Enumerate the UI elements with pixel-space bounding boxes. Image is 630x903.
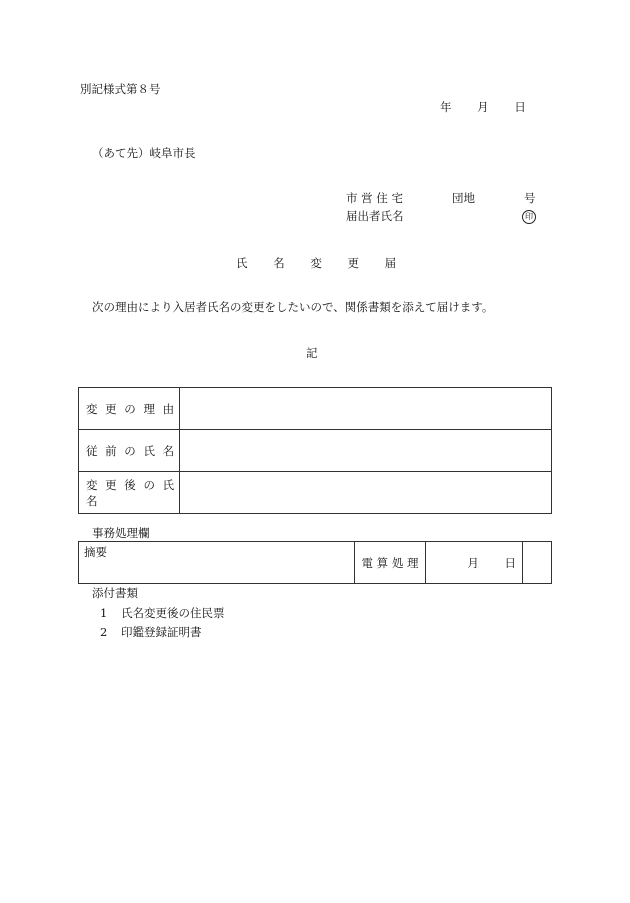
new-name-label: 変 更 後 の 氏 名	[79, 472, 180, 514]
title-char: 更	[347, 256, 359, 270]
title-char: 変	[310, 256, 322, 270]
date-line	[440, 100, 526, 114]
new-name-value[interactable]	[180, 472, 552, 514]
date-year: 年	[440, 100, 452, 114]
seal-icon: 印	[522, 210, 536, 224]
reason-value[interactable]	[180, 388, 552, 430]
office-day: 日	[504, 555, 516, 570]
addressee: （あて先）岐阜市長	[92, 146, 196, 160]
attachment-text: 印鑑登録証明書	[120, 625, 202, 639]
title-char: 氏	[236, 256, 248, 270]
date-day: 日	[514, 100, 526, 114]
office-month: 月	[467, 555, 479, 570]
danchi-label: 団地	[452, 191, 475, 205]
summary-label: 摘要	[84, 545, 107, 559]
form-number: 別記様式第８号	[80, 82, 161, 96]
housing-label: 市 営 住 宅	[346, 191, 403, 205]
reason-label: 変 更 の 理 由	[79, 388, 180, 430]
document-title	[236, 256, 418, 270]
go-label: 号	[524, 191, 536, 205]
processing-label: 電 算 処 理	[355, 542, 426, 584]
office-table	[78, 541, 552, 584]
title-char: 名	[273, 256, 285, 270]
table-row	[79, 388, 552, 430]
table-row	[79, 472, 552, 514]
table-row	[79, 430, 552, 472]
attachment-text: 氏名変更後の住民票	[120, 606, 225, 620]
seal-mark	[522, 208, 536, 224]
attachment-number: 2	[100, 625, 108, 639]
attachment-item	[100, 625, 201, 639]
previous-name-label: 従 前 の 氏 名	[79, 430, 180, 472]
date-month: 月	[477, 100, 489, 114]
office-heading: 事務処理欄	[92, 526, 150, 540]
ki-label: 記	[306, 346, 318, 360]
office-date-cell[interactable]	[426, 542, 523, 584]
title-char: 届	[384, 256, 397, 270]
statement: 次の理由により入居者氏名の変更をしたいので、関係書類を添えて届けます。	[92, 300, 494, 314]
applicant-name-label: 届出者氏名	[346, 209, 404, 223]
attachment-number: 1	[100, 606, 108, 620]
reason-table	[78, 387, 552, 514]
attachment-item	[100, 606, 224, 620]
summary-cell[interactable]	[79, 542, 355, 584]
previous-name-value[interactable]	[180, 430, 552, 472]
attachments-heading: 添付書類	[92, 586, 138, 600]
table-row	[79, 542, 552, 584]
stamp-cell[interactable]	[523, 542, 552, 584]
